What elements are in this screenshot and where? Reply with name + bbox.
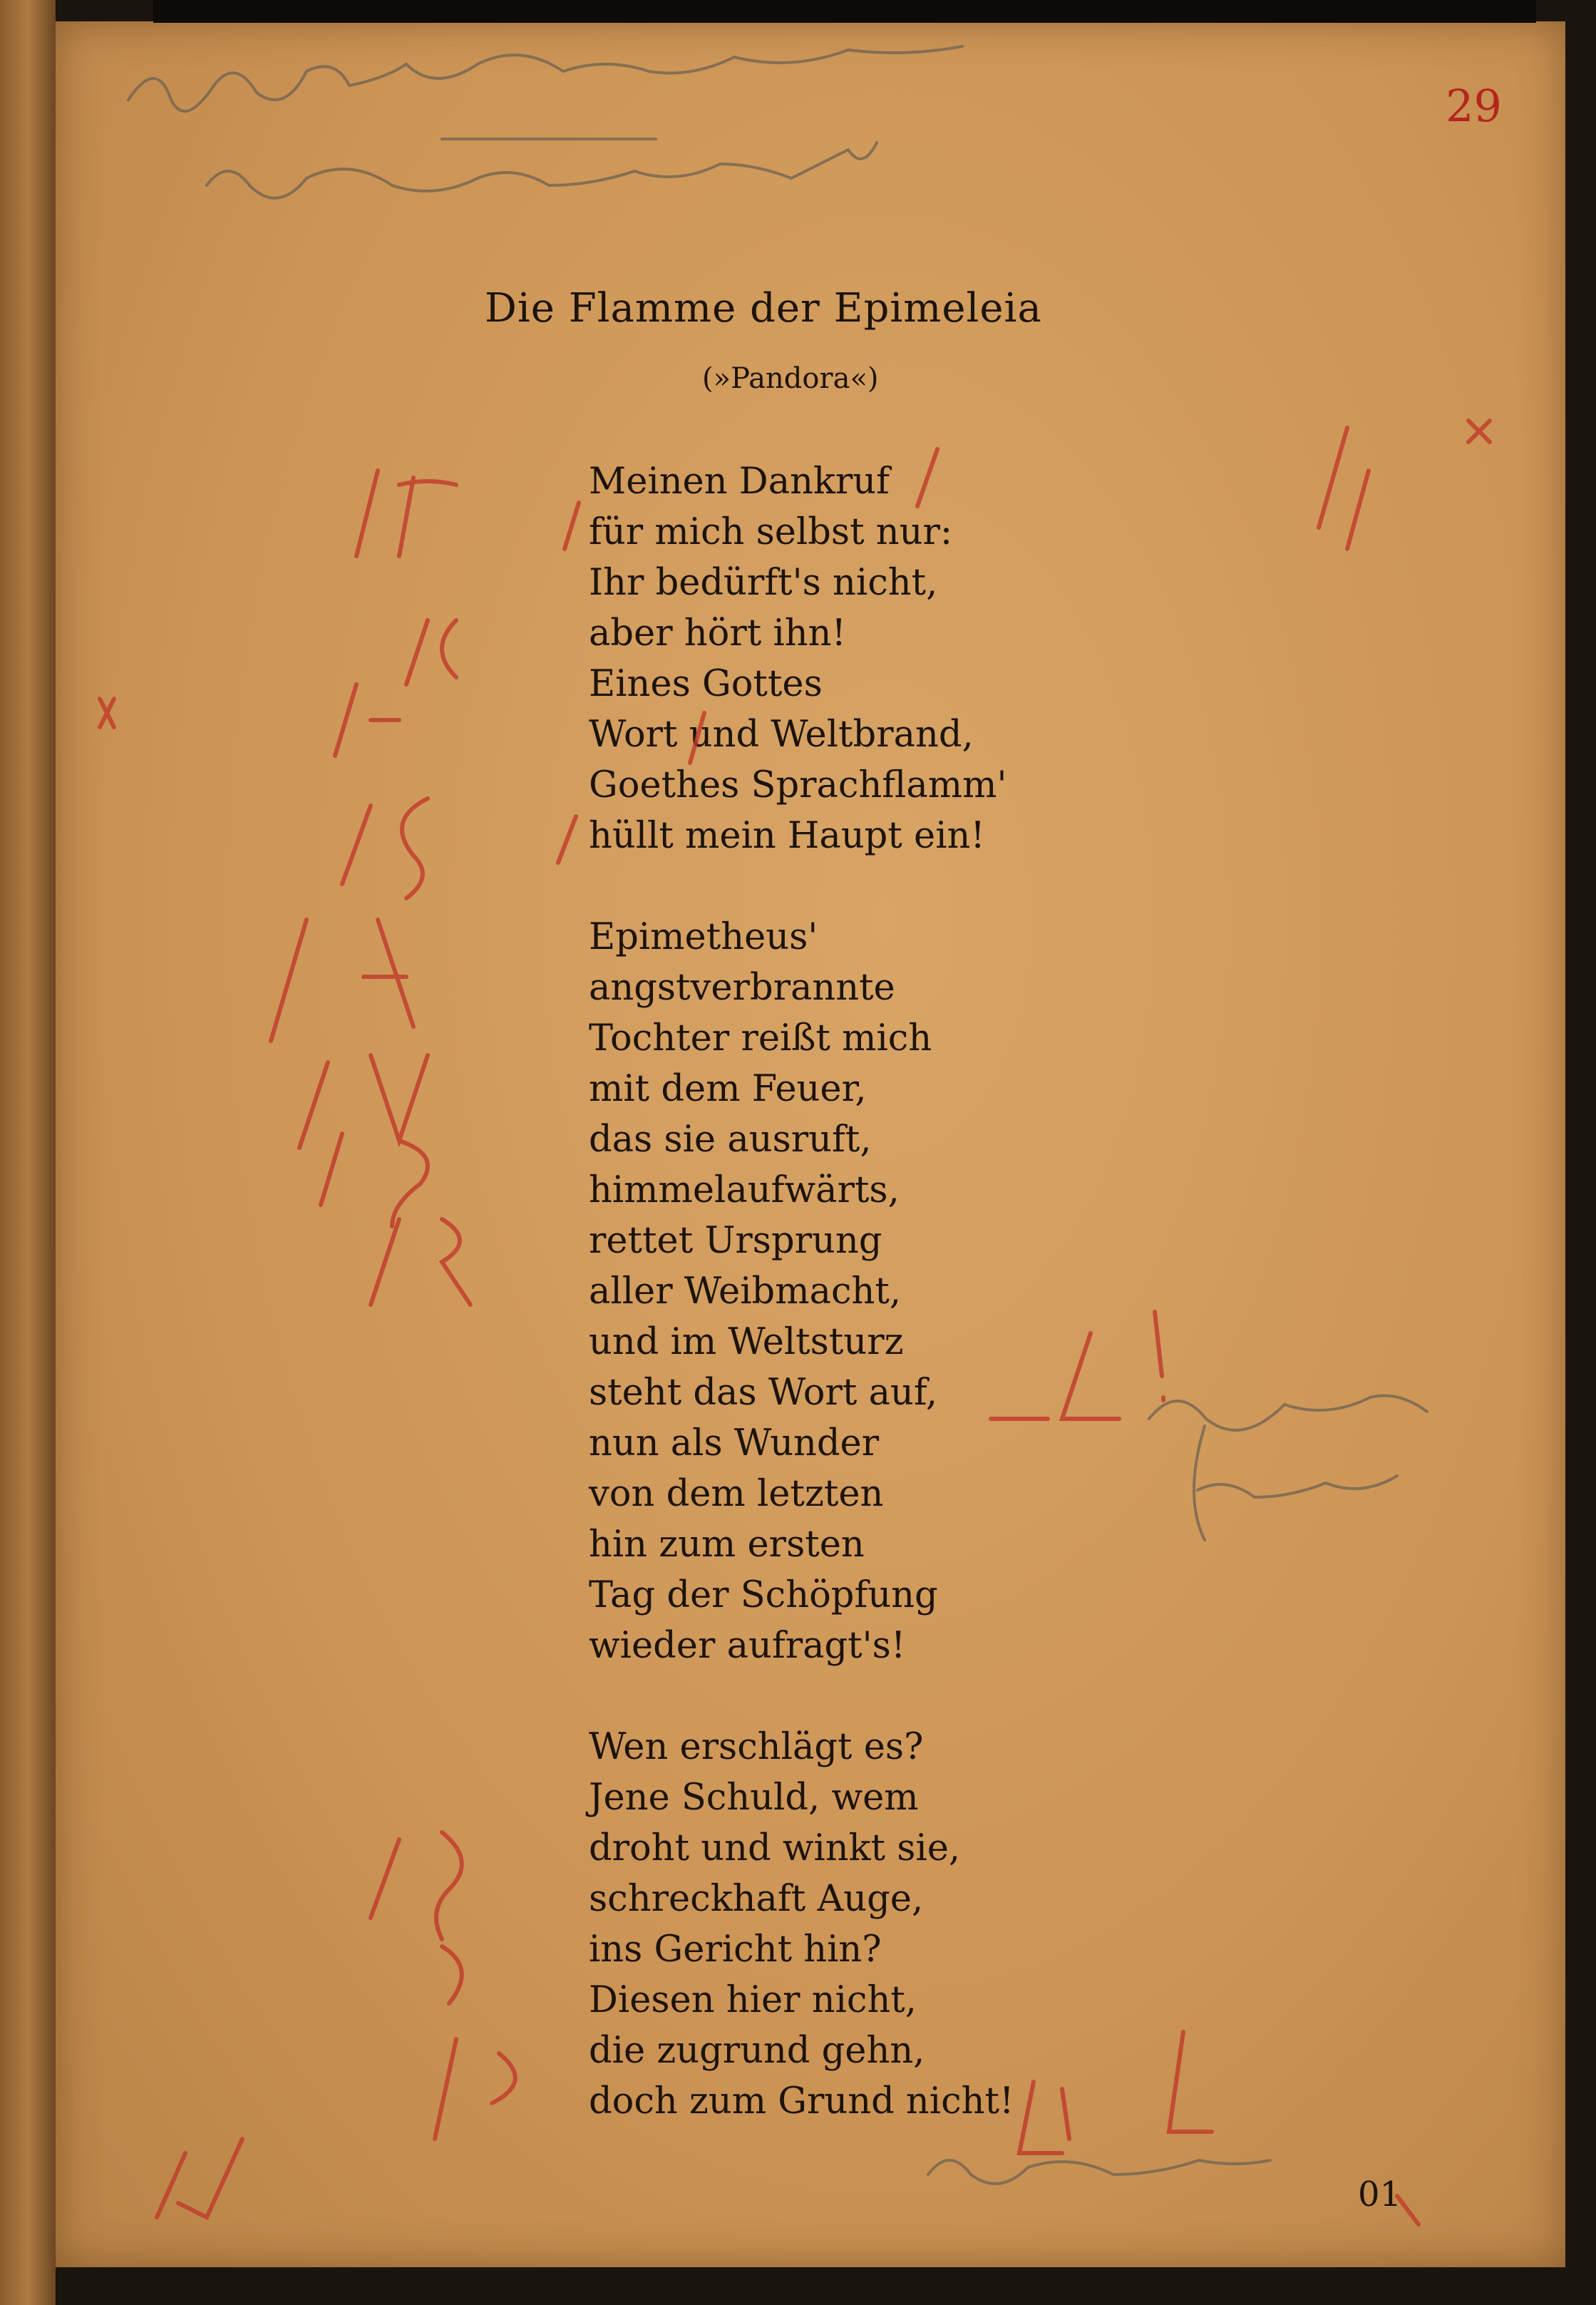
poem-line: Ihr bedürft's nicht, (589, 562, 938, 604)
poem-line: hüllt mein Haupt ein! (589, 815, 985, 857)
poem-line: die zugrund gehn, (589, 2030, 925, 2072)
poem-line: schreckhaft Auge, (589, 1878, 924, 1920)
poem-line: und im Weltsturz (589, 1321, 904, 1363)
poem-line: Wen erschlägt es? (589, 1726, 924, 1768)
poem-line: steht das Wort auf, (589, 1372, 938, 1414)
poem-line: aller Weibmacht, (589, 1270, 902, 1313)
poem-line: Epimetheus' (589, 916, 818, 958)
poem-line: rettet Ursprung (589, 1220, 882, 1262)
folio-number: 29 (1446, 80, 1502, 132)
poem-line: Tag der Schöpfung (589, 1574, 938, 1616)
poem-line: Wort und Weltbrand, (589, 714, 974, 756)
poem-line: aber hört ihn! (589, 612, 846, 654)
poem-line: Goethes Sprachflamm' (589, 764, 1007, 806)
poem-line: Diesen hier nicht, (589, 1979, 917, 2021)
poem-line: für mich selbst nur: (589, 511, 953, 553)
page-mark: 01 (1358, 2175, 1402, 2214)
scan-edge (153, 0, 1536, 23)
poem-line: angstverbrannte (589, 967, 895, 1009)
stanza-2 (589, 912, 1088, 1671)
poem-line: himmelaufwärts, (589, 1169, 900, 1211)
poem-title: Die Flamme der Epimeleia (485, 285, 1042, 332)
poem-line: Jene Schuld, wem (589, 1777, 919, 1819)
poem-line: das sie ausruft, (589, 1119, 872, 1161)
poem-line: nun als Wunder (589, 1422, 880, 1464)
stanza-3 (589, 1722, 1088, 2127)
poem-line: ins Gericht hin? (589, 1929, 882, 1971)
poem-subtitle: (»Pandora«) (702, 362, 879, 395)
stanza-1 (589, 456, 1088, 861)
poem-line: wieder aufragt's! (589, 1625, 906, 1667)
poem-line: Meinen Dankruf (589, 461, 890, 503)
poem-line: Eines Gottes (589, 663, 823, 705)
poem-line: von dem letzten (589, 1473, 884, 1515)
poem-line: mit dem Feuer, (589, 1068, 867, 1110)
poem-body (589, 456, 1088, 2177)
poem-line: Tochter reißt mich (589, 1017, 932, 1059)
poem-line: droht und winkt sie, (589, 1827, 961, 1869)
poem-line: hin zum ersten (589, 1524, 865, 1566)
poem-line: doch zum Grund nicht! (589, 2080, 1014, 2122)
book-binding (0, 0, 56, 2305)
